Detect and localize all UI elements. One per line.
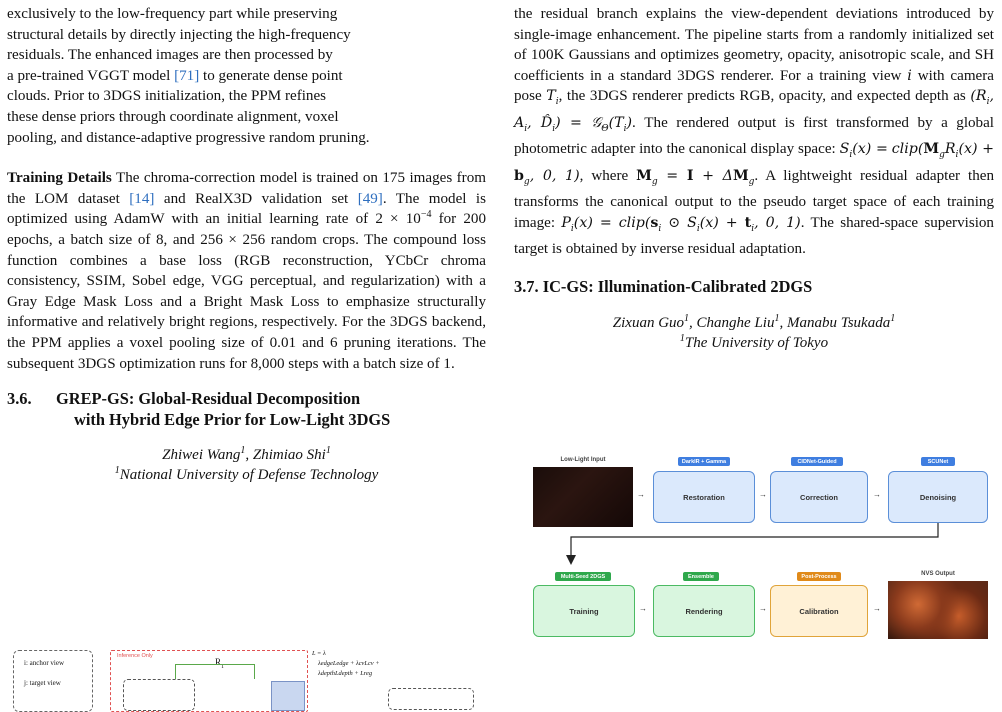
restoration-block: Restoration: [653, 471, 755, 523]
view-legend-box: [13, 650, 93, 712]
section-affiliation: $^1$The University of Tokyo: [679, 332, 829, 351]
section-heading-3-6: 3.6. GREP-GS: Global-Residual Decomposition with Hybrid Edge Prior for Low-Light 3DGS: [7, 389, 391, 430]
citation-link[interactable]: [71]: [174, 67, 200, 84]
post-process-tag: Post-Process: [797, 572, 841, 581]
arrow-icon: →: [759, 490, 767, 499]
section-affiliation: $^1$National University of Defense Technology: [114, 465, 379, 484]
r-label: $R_1$: [215, 657, 225, 670]
grep-gs-figure: [10, 650, 480, 697]
low-light-input-image: [533, 467, 633, 527]
multi-seed-2dgs-tag: Multi-Seed 2DGS: [555, 572, 611, 581]
denoising-block: Denoising: [888, 471, 988, 523]
inference-only-box: [110, 650, 308, 712]
darkir-gamma-tag: DarkIR + Gamma: [678, 457, 730, 466]
training-block: Training: [533, 585, 635, 637]
scunet-tag: SCUNet: [921, 457, 955, 466]
section-authors: Zixuan Guo$^1$, Changhe Liu$^1$, Manabu Tsukada$^1$: [612, 312, 896, 331]
low-light-input-label: Low-Light Input: [560, 457, 606, 463]
citation-link[interactable]: [14]: [129, 190, 155, 207]
paragraph-residual-branch: the residual branch explains the view-dependent deviations introduced by single-image enhancement. The pipeline starts from a randomly initialized set of 100K Gaussians and optimizes geometry, opacity, anisotropic scale, and SH coefficients in a standard 3DGS renderer. For a training view i with camera pose $T_i$, the 3DGS renderer predicts RGB, opacity, and expected depth as ($R_i$, $A_i$, $D̂_i$) = $𝒢_\Theta(T_i)$. The rendered output is first transformed by a global photometric adapter into the canonical display space: $S_i(x)$ = $clip(M_gR_i(x) + b_g$, 0, 1), where $M_g = I + \Delta M_g$. A lightweight residual adapter then transforms the canonical output to the pseudo target space of each training image: $P_i(x)$ = $clip(s_i$ ⊙ $S_i(x) + t_i$, 0, 1). The shared-space supervision target is obtained by inverse residual adaptation.: [514, 6, 995, 258]
inner-box-right: [271, 681, 305, 711]
anchor-view-label: i: anchor view: [24, 659, 65, 667]
row-connector-arrow: [533, 523, 988, 573]
inference-only-label: Inference Only: [117, 653, 153, 659]
ic-gs-pipeline-figure: [533, 457, 988, 637]
arrow-icon: →: [759, 604, 767, 613]
right-column: [514, 0, 994, 353]
paragraph-training-details: Training Details The chroma-correction model is trained on 175 images from the LOM dataset [14] and RealX3D validation set [49]. The model is optimized using AdamW with an initial learning rate of $2 \times 10^{-4}$ for 200 epochs, a batch size of 8, and 256 × 256 random crops. The compound loss function combines a base loss (RGB reconstruction, YCbCr chroma consistency, SSIM, Sobel edge, VGG perceptual, and regularization) with a Gray Edge Mask Loss and a Bright Mask Loss to emphasize structurally informative and relatively bright regions, respectively. For the 3DGS backend, the PPM applies a voxel pooling size of 0.01 and 6 pruning iterations. The subsequent 3DGS optimization runs for 8,000 steps with a batch size of 1.: [7, 170, 486, 372]
arrow-icon: →: [873, 604, 881, 613]
paragraph-ppm: exclusively to the low-frequency part while preserving structural details by directly injecting the high-frequency residuals. The enhanced images are then processed by a pre-trained VGGT model [71] to generate dense point clouds. Prior to 3DGS initialization, the PPM refines these dense priors through coordinate alignment, voxel pooling, and distance-adaptive progressive random pruning.: [7, 6, 370, 146]
arrow-icon: →: [873, 490, 881, 499]
output-box: [388, 688, 474, 710]
calibration-block: Calibration: [770, 585, 868, 637]
ensemble-tag: Ensemble: [683, 572, 719, 581]
loss-formula: L = λ λedgeLedge + λcvLcv + λdepthLdepth + Lreg: [312, 650, 380, 677]
green-connector: [175, 664, 255, 679]
inner-box-left: [123, 679, 195, 711]
section-heading-3-7: 3.7. IC-GS: Illumination-Calibrated 2DGS: [514, 276, 813, 296]
citation-link[interactable]: [49]: [357, 190, 383, 207]
cidnet-guided-tag: CIDNet-Guided: [791, 457, 843, 466]
arrow-icon: →: [639, 604, 647, 613]
rendering-block: Rendering: [653, 585, 755, 637]
target-view-label: j: target view: [24, 679, 61, 687]
training-details-heading: Training Details: [7, 170, 112, 187]
nvs-output-image: [888, 581, 988, 639]
arrow-icon: →: [637, 490, 645, 499]
nvs-output-label: NVS Output: [921, 571, 955, 577]
left-column: [7, 0, 486, 485]
correction-block: Correction: [770, 471, 868, 523]
section-authors: Zhiwei Wang$^1$, Zhimiao Shi$^1$: [162, 445, 331, 464]
